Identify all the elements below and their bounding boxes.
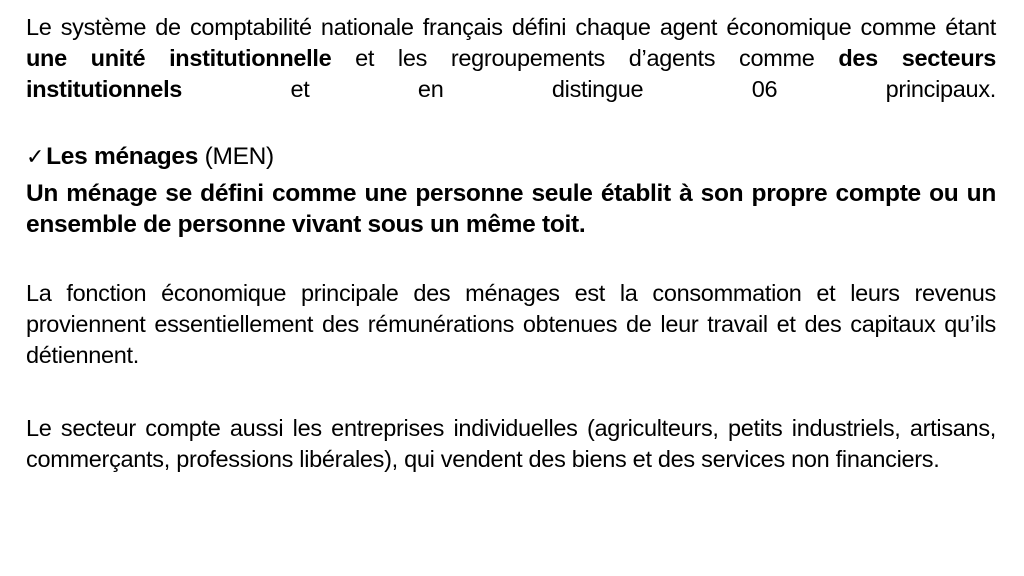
intro-text-1: Le système de comptabilité nationale français défini chaque agent économique comme étant — [26, 14, 996, 40]
section-heading-menages — [26, 141, 996, 174]
sector-paragraph: Le secteur compte aussi les entreprises individuelles (agriculteurs, petits industriels, artisans, commerçants, professions libérales), qui vendent des biens et des services non financiers. — [26, 415, 996, 472]
intro-bold-institutional-unit: une unité institutionnelle — [26, 45, 332, 71]
definition-paragraph: Un ménage se défini comme une personne seule établit à son propre compte ou un ensemble de personne vivant sous un même toit. — [26, 180, 996, 238]
intro-bold-institutional-sectors: des secteurs institutionnels — [26, 45, 996, 102]
checkmark-icon: ✓ — [26, 145, 45, 170]
section-abbreviation: (MEN) — [198, 143, 274, 170]
slide-content — [26, 12, 996, 475]
function-paragraph: La fonction économique principale des ménages est la consommation et leurs revenus proviennent essentiellement des rémunérations obtenues de leur travail et des capitaux qu’ils détiennent. — [26, 280, 996, 368]
intro-text-3: et en distingue 06 principaux. — [182, 76, 996, 102]
intro-paragraph — [26, 12, 996, 105]
section-title: Les ménages — [46, 143, 199, 170]
intro-text-2: et les regroupements d’agents comme — [331, 45, 839, 71]
